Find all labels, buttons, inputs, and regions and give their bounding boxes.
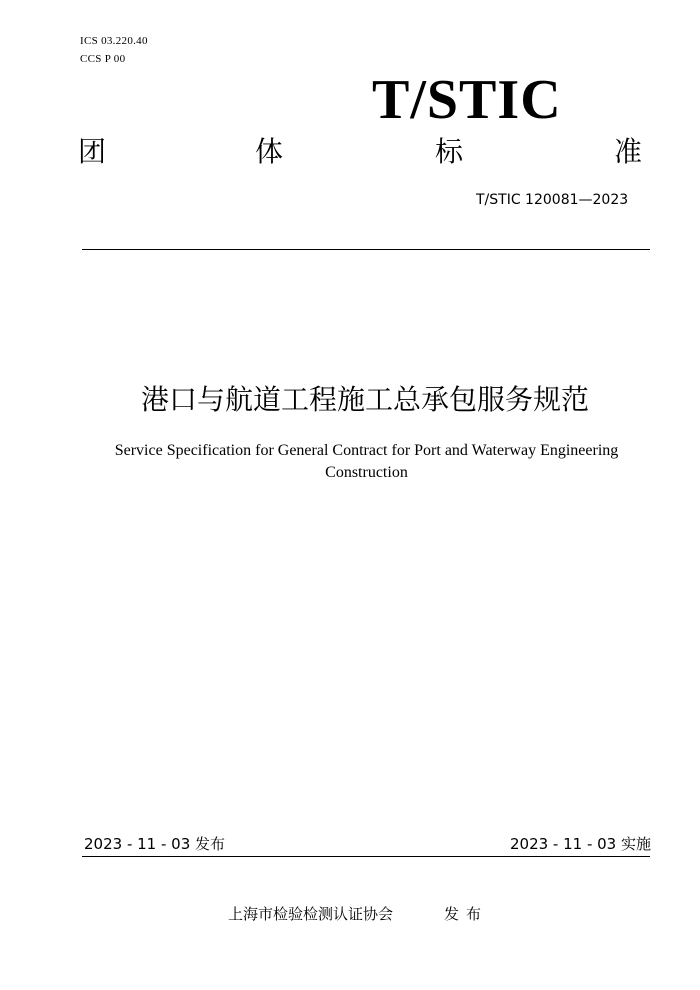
- title-chinese: 港口与航道工程施工总承包服务规范: [140, 383, 589, 416]
- top-divider: [82, 249, 650, 250]
- issue-date: 2023 - 11 - 03 发布: [84, 835, 226, 853]
- standard-type-char-2: 体: [255, 135, 284, 168]
- ccs-code: CCS P 00: [80, 53, 126, 65]
- title-english: Service Specification for General Contract for Port and Waterway Engineering Construction: [114, 442, 619, 481]
- standard-type-char-3: 标: [435, 135, 464, 168]
- effective-date: 2023 - 11 - 03 实施: [509, 835, 651, 853]
- publisher-organization: 上海市检验检测认证协会: [228, 905, 394, 923]
- document-number: T/STIC 120081—2023: [476, 192, 629, 208]
- ics-code: ICS 03.220.40: [80, 35, 148, 47]
- standard-type-char-1: 团: [78, 135, 107, 168]
- publisher-action: 发布: [444, 905, 489, 923]
- standard-brand-logo: T/STIC: [372, 69, 562, 131]
- bottom-divider: [82, 856, 650, 857]
- standard-type-char-4: 准: [614, 135, 643, 168]
